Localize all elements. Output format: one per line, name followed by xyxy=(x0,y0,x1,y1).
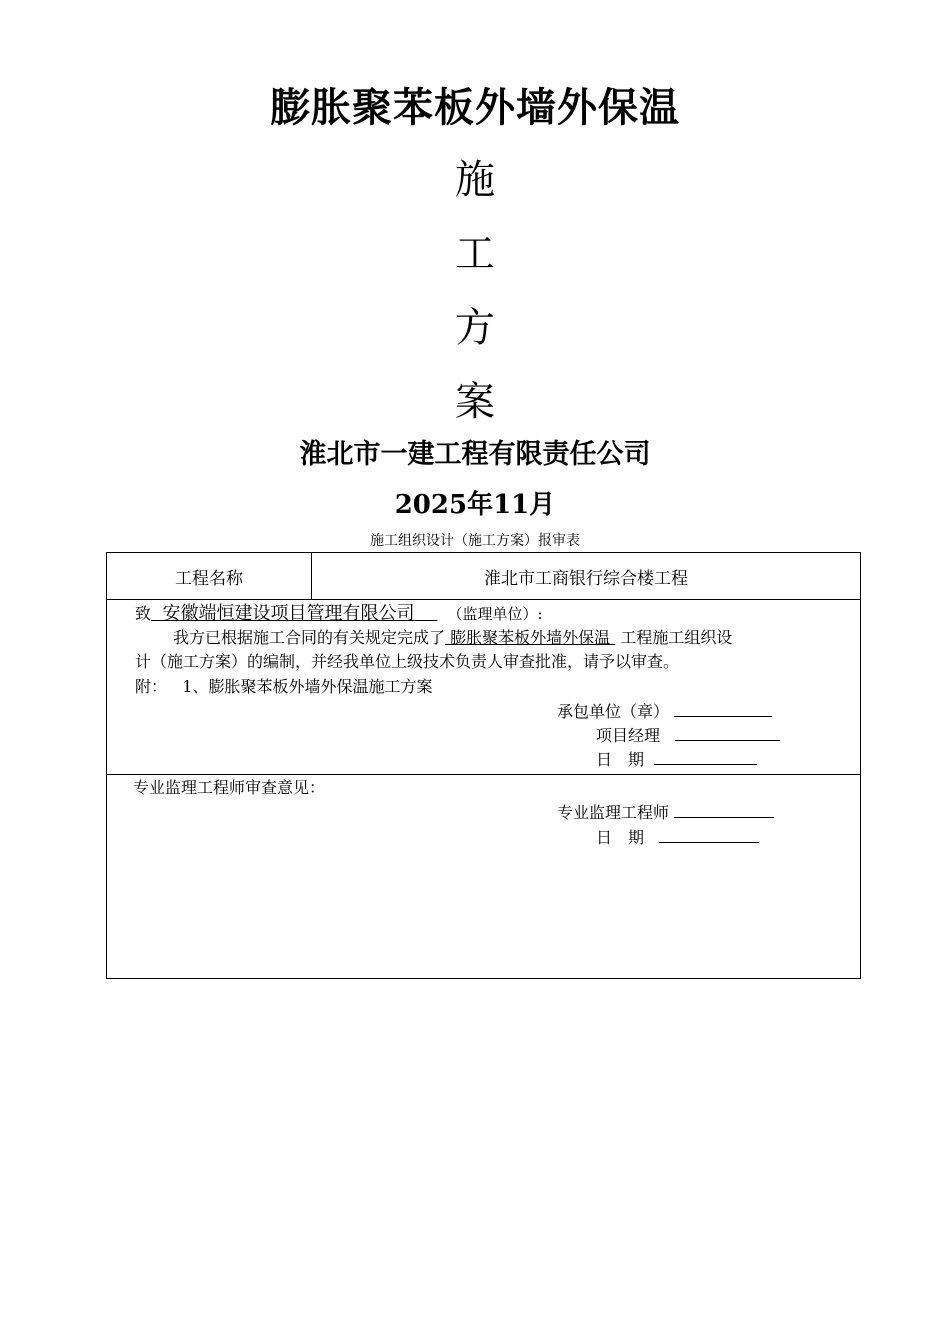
manager-signature-field[interactable] xyxy=(675,724,780,741)
attachment-line xyxy=(135,676,432,698)
contractor-label: 承包单位（章） xyxy=(557,702,670,721)
manager-label: 项目经理 xyxy=(596,726,661,745)
engineer-line xyxy=(557,801,774,824)
body-text-a: 我方已根据施工合同的有关规定完成了 xyxy=(173,628,446,647)
document-date: 2025年11月 xyxy=(394,490,556,520)
engineer-date-line xyxy=(596,826,759,849)
engineer-label: 专业监理工程师 xyxy=(557,803,670,822)
date-label: 日 期 xyxy=(596,750,645,769)
vertical-title-char-2: 工 xyxy=(455,231,495,277)
engineer-date-field[interactable] xyxy=(659,826,759,843)
engineer-date-label: 日 期 xyxy=(596,828,645,847)
addressee-line xyxy=(135,603,543,625)
to-prefix: 致 xyxy=(135,604,152,623)
body-line-2: 计（施工方案）的编制，并经我单位上级技术负责人审查批准，请予以审查。 xyxy=(135,652,680,671)
engineer-signature-field[interactable] xyxy=(674,801,774,818)
attachment-label: 附： xyxy=(135,677,168,696)
supervisor-suffix: （监理单位）: xyxy=(447,605,543,623)
submission-section xyxy=(107,600,860,775)
contractor-line xyxy=(557,700,772,723)
form-caption: 施工组织设计（施工方案）报审表 xyxy=(370,533,580,549)
project-name-label: 工程名称 xyxy=(107,553,312,599)
project-name-value: 淮北市工商银行综合楼工程 xyxy=(484,568,688,589)
vertical-title-char-4: 案 xyxy=(455,379,495,425)
review-section xyxy=(107,775,860,978)
body-line-1 xyxy=(173,627,732,649)
date-line xyxy=(596,748,757,771)
vertical-title-char-3: 方 xyxy=(455,305,495,351)
attachment-item: 1、膨胀聚苯板外墙外保温施工方案 xyxy=(182,677,433,696)
project-row xyxy=(107,553,860,600)
document-title: 膨胀聚苯板外墙外保温 xyxy=(270,85,680,131)
review-opinion-label: 专业监理工程师审查意见： xyxy=(133,778,326,797)
manager-line xyxy=(596,724,780,747)
body-text-c: 工程施工组织设 xyxy=(620,628,733,647)
date-field[interactable] xyxy=(654,748,757,765)
supervisor-company: 安徽端恒建设项目管理有限公司 xyxy=(162,603,415,624)
work-name: 膨胀聚苯板外墙外保温 xyxy=(450,628,611,647)
review-form xyxy=(106,552,861,979)
company-name: 淮北市一建工程有限责任公司 xyxy=(299,439,651,470)
vertical-title-char-1: 施 xyxy=(455,157,495,203)
contractor-signature-field[interactable] xyxy=(674,700,772,717)
